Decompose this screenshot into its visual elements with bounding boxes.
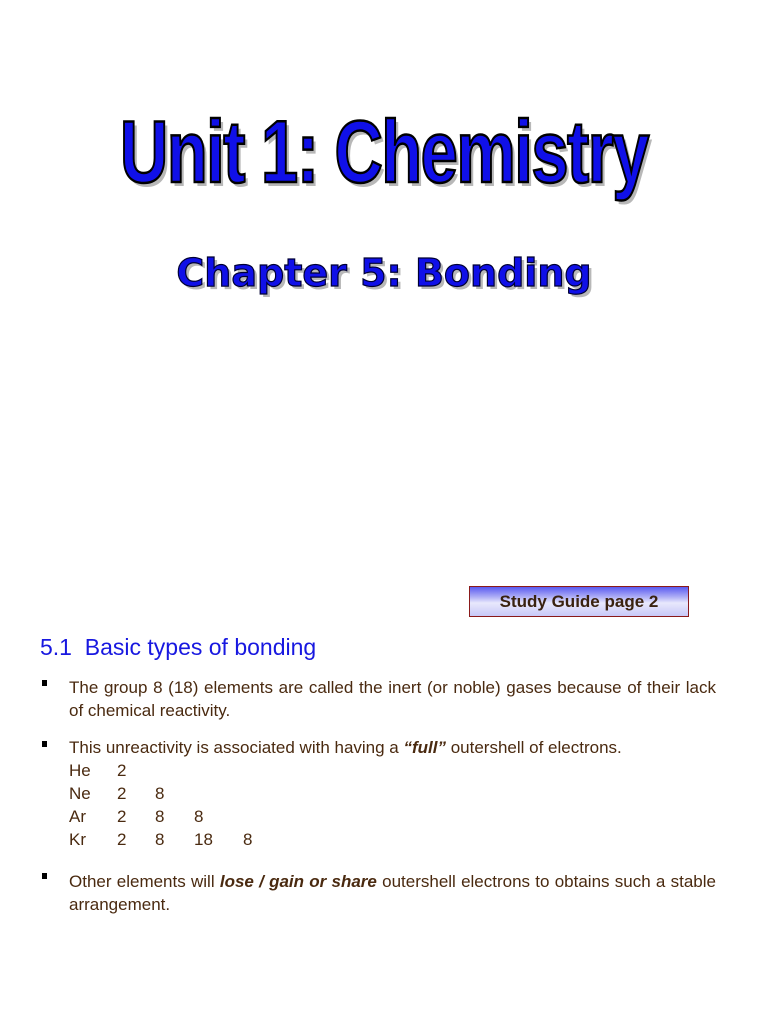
bullet-text-3	[69, 870, 716, 916]
element-symbol: Kr	[69, 830, 86, 849]
shell-value: 2	[117, 761, 127, 780]
element-symbol: Ar	[69, 807, 86, 826]
shell-value: 2	[117, 830, 127, 849]
shell-value: 8	[155, 807, 165, 826]
element-symbol: Ne	[69, 784, 91, 803]
bullet-marker-icon	[42, 873, 47, 879]
slide-title: Unit 1: Chemistry	[120, 102, 648, 201]
shell-value: 18	[194, 830, 213, 849]
element-symbol: He	[69, 761, 91, 780]
section-heading: 5.1 Basic types of bonding	[40, 634, 317, 660]
study-guide-box	[469, 586, 689, 617]
bullet-text-1	[69, 676, 716, 722]
bullet-3-emphasis: lose / gain or share	[219, 872, 377, 891]
bullet-3-text-before: Other elements will	[69, 872, 220, 891]
shell-value: 2	[117, 807, 127, 826]
bullet-text-2	[69, 736, 716, 759]
bullet-3-text-after: outershell electrons to obtains such a stable arrangement.	[69, 872, 716, 914]
slide-subtitle: Chapter 5: Bonding	[176, 251, 592, 295]
bullet-1-text: The group 8 (18) elements are called the inert (or noble) gases because of their lack of chemical reactivity.	[69, 678, 716, 720]
shell-value: 8	[155, 830, 165, 849]
shell-value: 8	[243, 830, 253, 849]
bullet-marker-icon	[42, 680, 47, 686]
shell-value: 2	[117, 784, 127, 803]
bullet-marker-icon	[42, 741, 47, 747]
bullet-2-emphasis: “full”	[403, 738, 446, 757]
bullet-2-text-before: This unreactivity is associated with having a	[69, 738, 404, 757]
study-guide-label: Study Guide page 2	[499, 591, 659, 611]
bullet-2-text-after: outershell of electrons.	[446, 738, 622, 757]
shell-value: 8	[155, 784, 165, 803]
shell-value: 8	[194, 807, 204, 826]
